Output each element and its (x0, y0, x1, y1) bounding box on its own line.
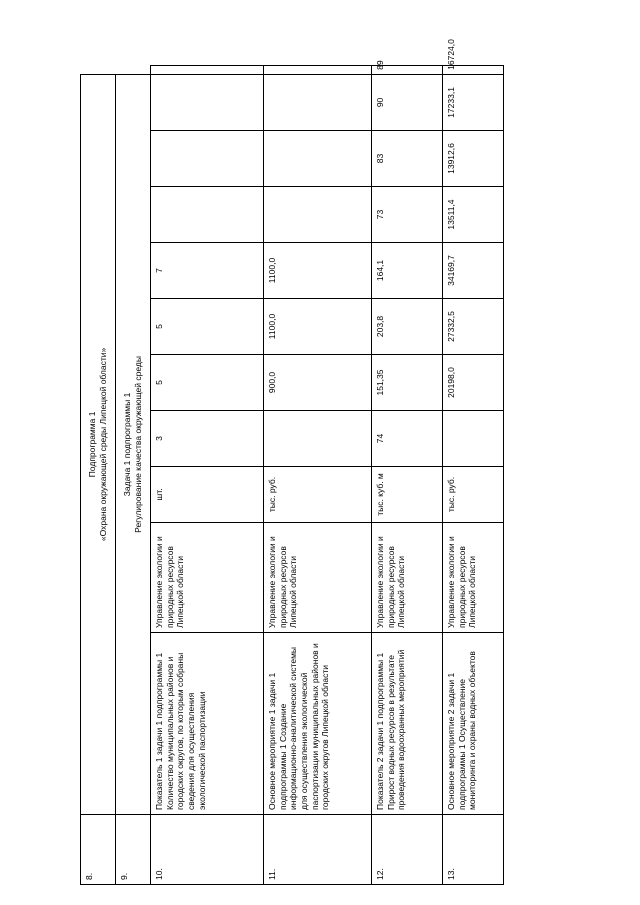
value-cell: 90 (372, 74, 443, 130)
executor: Управление экологии и природных ресурсов Липецкой области (372, 523, 443, 633)
task-title (116, 74, 151, 814)
row-number: 12. (372, 815, 443, 885)
indicator-name: Основное мероприятие 1 задачи 1 подпрограммы 1 Создание информационно-аналитической системы для осуществления экологической паспортизации муниципальных районов и городских округов Липецкой области (264, 633, 372, 815)
value-cell: 7 (151, 243, 264, 299)
value-cell (264, 66, 372, 75)
value-cell (151, 187, 264, 243)
row-number: 10. (151, 815, 264, 885)
unit: тыс. руб. (443, 467, 504, 523)
program-table (80, 39, 504, 885)
value-cell (264, 131, 372, 187)
subprogram-title-line2: «Охрана окружающей среды Липецкой области» (98, 347, 108, 542)
task-title-line1: Задача 1 подпрограммы 1 (122, 392, 133, 497)
value-cell (151, 74, 264, 130)
indicator-name: Основное мероприятие 2 задачи 1 подпрограммы 1 Осуществление мониторинга и охраны водных объектов (443, 633, 504, 815)
executor: Управление экологии и природных ресурсов Липецкой области (151, 523, 264, 633)
value-cell: 151,35 (372, 355, 443, 411)
value-cell (151, 131, 264, 187)
row-number: 8. (81, 815, 116, 885)
indicator-name: Показатель 2 задачи 1 подпрограммы 1 Прирост водных ресурсов в результате проведения водоохранных мероприятий (372, 633, 443, 815)
value-cell (443, 411, 504, 467)
value-cell: 900,0 (264, 355, 372, 411)
table-row-10 (151, 66, 264, 885)
value-cell: 27332,5 (443, 299, 504, 355)
value-cell: 13511,4 (443, 187, 504, 243)
rotated-page (80, 39, 503, 885)
value-cell (264, 187, 372, 243)
value-cell: 17233,1 (443, 74, 504, 130)
unit: тыс. руб. (264, 467, 372, 523)
unit: тыс. куб. м (372, 467, 443, 523)
table-row-9 (116, 66, 151, 885)
table-row-13 (443, 66, 504, 885)
value-cell (151, 66, 264, 75)
table-row-12 (372, 66, 443, 885)
subprogram-title-line1: Подпрограмма 1 (87, 411, 98, 478)
subprogram-title (81, 74, 116, 814)
table-row-8 (81, 66, 116, 885)
indicator-name: Показатель 1 задачи 1 подпрограммы 1 Количество муниципальных районов и городских округов, по которым собраны сведения для осуществления экологической паспортизации (151, 633, 264, 815)
executor: Управление экологии и природных ресурсов Липецкой области (443, 523, 504, 633)
value-cell: 13912,6 (443, 131, 504, 187)
value-cell: 74 (372, 411, 443, 467)
value-cell: 73 (372, 187, 443, 243)
value-cell: 89 (372, 66, 443, 75)
task-title-line2: Регулирование качества окружающей среды (133, 356, 143, 533)
value-cell (264, 411, 372, 467)
value-cell (264, 74, 372, 130)
value-cell: 5 (151, 355, 264, 411)
value-cell: 16724,0 (443, 66, 504, 75)
row-number: 11. (264, 815, 372, 885)
value-cell: 3 (151, 411, 264, 467)
row-number: 9. (116, 815, 151, 885)
value-cell: 5 (151, 299, 264, 355)
executor: Управление экологии и природных ресурсов Липецкой области (264, 523, 372, 633)
value-cell: 164,1 (372, 243, 443, 299)
row-number: 13. (443, 815, 504, 885)
value-cell: 1100,0 (264, 243, 372, 299)
value-cell: 20198,0 (443, 355, 504, 411)
value-cell: 83 (372, 131, 443, 187)
value-cell: 203,8 (372, 299, 443, 355)
unit: шт. (151, 467, 264, 523)
table-row-11 (264, 66, 372, 885)
value-cell: 1100,0 (264, 299, 372, 355)
value-cell: 34169,7 (443, 243, 504, 299)
